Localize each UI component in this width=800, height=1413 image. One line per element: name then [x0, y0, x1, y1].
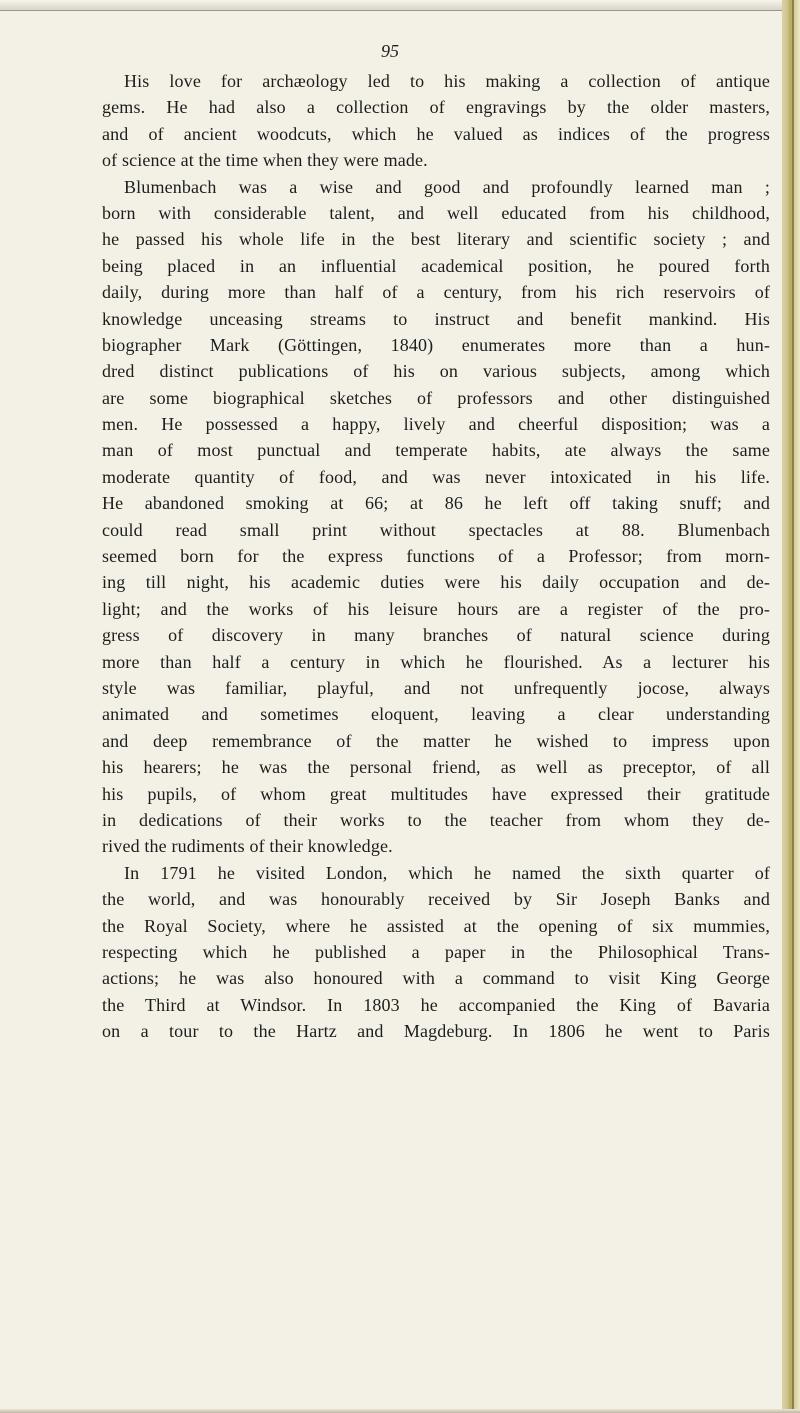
text-line: His love for archæology led to his making a collection of antique	[124, 71, 770, 91]
text-line: are some biographical sketches of professors and other distinguished	[102, 387, 770, 408]
page-bottom-edge	[0, 1409, 800, 1413]
text-line: seemed born for the express functions of a Professor; from morn-	[102, 546, 770, 567]
text-line: the Royal Society, where he assisted at the opening of six mummies,	[102, 915, 770, 936]
text-line: He abandoned smoking at 66; at 86 he left off taking snuff; and	[102, 493, 770, 514]
text-line: daily, during more than half of a century, from his rich reservoirs of	[102, 282, 770, 303]
text-line: in dedications of their works to the teacher from whom they de-	[102, 809, 770, 830]
text-line: men. He possessed a happy, lively and cheerful disposition; was a	[102, 414, 770, 435]
text-line: his pupils, of whom great multitudes have expressed their gratitude	[102, 783, 770, 804]
binding-shadow-line	[792, 0, 794, 1413]
paragraph-travels	[102, 860, 770, 1045]
text-line: gems. He had also a collection of engravings by the older masters,	[102, 97, 770, 118]
text-line: rived the rudiments of their knowledge.	[102, 836, 393, 857]
text-line: his hearers; he was the personal friend, as well as preceptor, of all	[102, 757, 770, 778]
text-line: In 1791 he visited London, which he named the sixth quarter of	[124, 862, 770, 883]
paragraph-character	[102, 174, 770, 860]
text-line: respecting which he published a paper in the Philosophical Trans-	[102, 941, 770, 962]
text-line: he passed his whole life in the best literary and scientific society ; and	[102, 229, 770, 250]
text-line: moderate quantity of food, and was never intoxicated in his life.	[102, 466, 770, 487]
text-line: the world, and was honourably received by Sir Joseph Banks and	[102, 889, 770, 910]
text-line: actions; he was also honoured with a command to visit King George	[102, 968, 770, 989]
text-line: the Third at Windsor. In 1803 he accompanied the King of Bavaria	[102, 994, 770, 1015]
text-line: and of ancient woodcuts, which he valued as indices of the progress	[102, 123, 770, 144]
text-line: gress of discovery in many branches of natural science during	[102, 625, 770, 646]
text-line: style was familiar, playful, and not unfrequently jocose, always	[102, 677, 770, 698]
text-line: biographer Mark (Göttingen, 1840) enumerates more than a hun-	[102, 334, 770, 355]
paragraph-archaeology	[102, 68, 770, 174]
text-line: man of most punctual and temperate habits, ate always the same	[102, 440, 770, 461]
body-text	[102, 68, 770, 1044]
text-line: of science at the time when they were made.	[102, 150, 428, 171]
text-line: dred distinct publications of his on various subjects, among which	[102, 361, 770, 382]
text-line: being placed in an influential academical position, he poured forth	[102, 255, 770, 276]
text-line: knowledge unceasing streams to instruct and benefit mankind. His	[102, 308, 770, 329]
text-line: animated and sometimes eloquent, leaving a clear understanding	[102, 704, 770, 725]
text-line: light; and the works of his leisure hours are a register of the pro-	[102, 598, 770, 619]
text-line: ing till night, his academic duties were his daily occupation and de-	[102, 572, 770, 593]
page-number: 95	[381, 41, 399, 61]
page-top-edge	[0, 0, 800, 11]
text-line: Blumenbach was a wise and good and profoundly learned man ;	[124, 176, 770, 197]
text-line: born with considerable talent, and well educated from his childhood,	[102, 202, 770, 223]
text-line: and deep remembrance of the matter he wished to impress upon	[102, 730, 770, 751]
page-binding-edge	[782, 0, 800, 1413]
text-line: could read small print without spectacles at 88. Blumenbach	[102, 519, 770, 540]
text-line: more than half a century in which he flourished. As a lecturer his	[102, 651, 770, 672]
text-line: on a tour to the Hartz and Magdeburg. In 1806 he went to Paris	[102, 1021, 770, 1042]
